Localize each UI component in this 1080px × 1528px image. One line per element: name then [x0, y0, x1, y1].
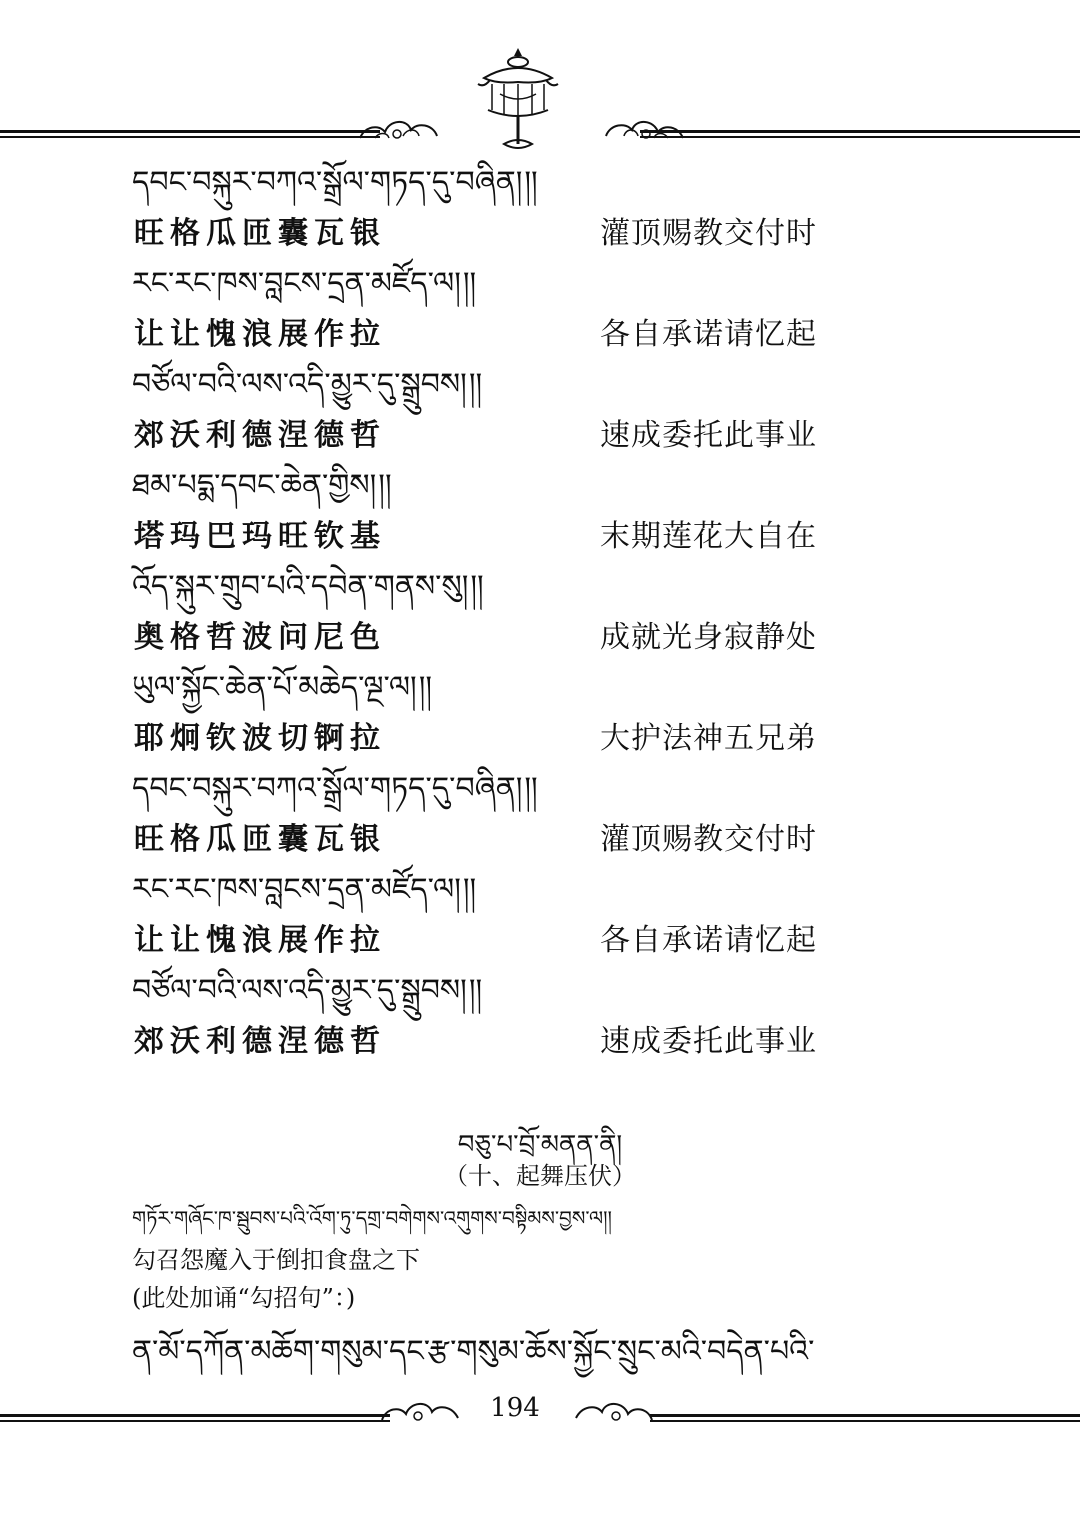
phonetic-line: 旺格瓜匝囊瓦银 — [134, 216, 386, 251]
phonetic-line: 让让愧浪展作拉 — [134, 923, 386, 958]
tibetan-verse-line: དབང་བསྐུར་བཀའ་སྒྲོལ་གཏད་དུ་བཞིན།།། — [132, 771, 538, 806]
verse-couplet — [132, 259, 952, 360]
instruction-tibetan: གཏོར་གཞོང་ཁ་སྦུབས་པའི་འོག་ཏུ་དགྲ་བགེགས་འགུགས་བསྟིམས་བྱས་ལ།། — [132, 1206, 612, 1230]
meaning-line: 成就光身寂静处 — [600, 620, 817, 655]
verse-couplet — [132, 461, 952, 562]
verse-block — [132, 158, 952, 1067]
tibetan-verse-line: རང་རང་ཁས་བླངས་དྲན་མཛོད་ལ།།། — [132, 872, 477, 907]
tibetan-verse-line: འོད་སྐུར་གྲུབ་པའི་དབེན་གནས་སུ།།། — [132, 569, 484, 604]
meaning-line: 各自承诺请忆起 — [600, 923, 817, 958]
tibetan-verse-line: ཐམ་པདྨ་དབང་ཆེན་གྱིས།།། — [132, 468, 392, 503]
phonetic-line: 奥格哲波问尼色 — [134, 620, 386, 655]
cloud-scroll-icon — [598, 114, 688, 148]
section-title-tibetan: བཅུ་པ་བྲོ་མནན་ནི། — [457, 1130, 623, 1160]
meaning-line: 末期莲花大自在 — [600, 519, 817, 554]
instruction-chinese: 勾召怨魔入于倒扣食盘之下 — [132, 1246, 420, 1274]
phonetic-line: 耶炯钦波切锕拉 — [134, 721, 386, 756]
phonetic-line: 塔玛巴玛旺钦基 — [134, 519, 386, 554]
cloud-scroll-icon — [355, 114, 445, 148]
verse-couplet — [132, 865, 952, 966]
meaning-line: 灌顶赐教交付时 — [600, 822, 817, 857]
verse-couplet — [132, 663, 952, 764]
verse-couplet — [132, 764, 952, 865]
umbrella-ornament-icon — [470, 44, 566, 156]
phonetic-line: 让让愧浪展作拉 — [134, 317, 386, 352]
meaning-line: 速成委托此事业 — [600, 1024, 817, 1059]
phonetic-line: 郊沃利德涅德哲 — [134, 1024, 386, 1059]
tibetan-verse-line: དབང་བསྐུར་བཀའ་སྒྲོལ་གཏད་དུ་བཞིན།།། — [132, 165, 538, 200]
phonetic-line: 旺格瓜匝囊瓦银 — [134, 822, 386, 857]
recitation-note: (此处加诵“勾招句”：) — [132, 1284, 356, 1312]
cloud-scroll-icon — [572, 1394, 656, 1428]
phonetic-line: 郊沃利德涅德哲 — [134, 418, 386, 453]
tibetan-verse-line: རང་རང་ཁས་བླངས་དྲན་མཛོད་ལ།།། — [132, 266, 477, 301]
tibetan-prayer-line: ན་མོ་དཀོན་མཆོག་གསུམ་དང་རྩ་གསུམ་ཆོས་སྐྱོང་སྲུང་མའི་བདེན་པའི་ — [132, 1334, 815, 1369]
cloud-scroll-icon — [378, 1394, 462, 1428]
verse-couplet — [132, 158, 952, 259]
tibetan-verse-line: བཙོལ་བའི་ལས་འདི་མྱུར་དུ་སྒྲུབས།།། — [132, 973, 483, 1008]
meaning-line: 速成委托此事业 — [600, 418, 817, 453]
verse-couplet — [132, 360, 952, 461]
page-number: 194 — [470, 1393, 560, 1423]
meaning-line: 各自承诺请忆起 — [600, 317, 817, 352]
verse-couplet — [132, 562, 952, 663]
section-title-chinese: （十、起舞压伏） — [444, 1162, 636, 1190]
meaning-line: 大护法神五兄弟 — [600, 721, 817, 756]
tibetan-verse-line: བཙོལ་བའི་ལས་འདི་མྱུར་དུ་སྒྲུབས།།། — [132, 367, 483, 402]
verse-couplet — [132, 966, 952, 1067]
meaning-line: 灌顶赐教交付时 — [600, 216, 817, 251]
tibetan-verse-line: ཡུལ་སྐྱོང་ཆེན་པོ་མཆེད་ལྔ་ལ།།། — [132, 670, 433, 705]
